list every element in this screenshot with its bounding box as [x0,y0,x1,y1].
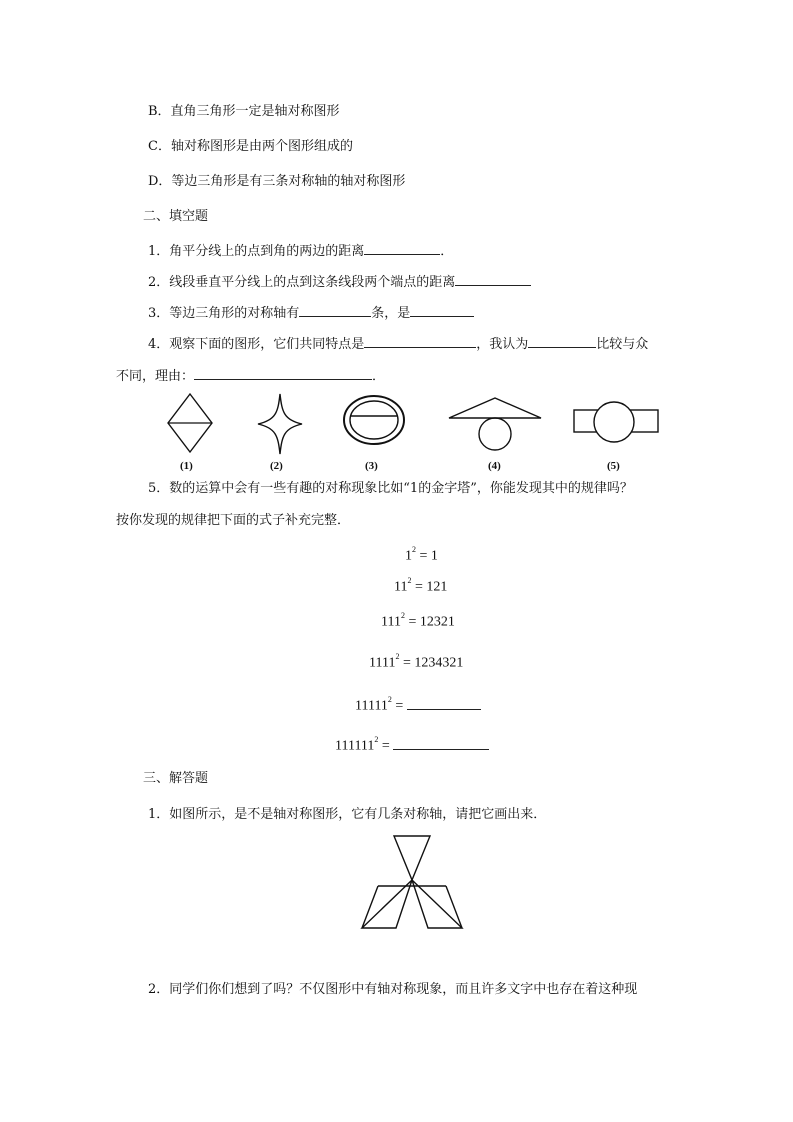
option-d: D．等边三角形是有三条对称轴的轴对称图形 [148,174,406,189]
equation-result: = 121 [414,579,448,595]
fill-question-5-line1: 5．数的运算中会有一些有趣的对称现象比如“1的金字塔”，你能发现其中的规律吗？ [148,481,633,496]
equation-1 [405,544,438,565]
equation-exponent: 2 [387,695,392,704]
equation-result: = 1234321 [402,655,464,671]
equation-exponent: 2 [400,611,405,620]
equation-2 [394,575,447,596]
figure-4-label: (4) [488,460,501,472]
equation-base: 11 [394,579,408,595]
fill-question-4 [148,335,648,353]
equation-result: = [381,738,390,754]
section-heading-fill-blank: 二、填空题 [143,209,209,224]
answer-blank[interactable] [528,335,596,348]
figure-1-label: (1) [180,460,193,472]
fill-question-2-text: 2．线段垂直平分线上的点到这条线段两个端点的距离 [148,275,456,290]
equation-5 [355,694,481,715]
figure-2-star [254,392,306,456]
equation-exponent: 2 [407,576,412,585]
fill-question-1-end: ． [440,244,454,259]
equation-6 [335,734,489,755]
fill-question-4-line2: 不同，理由： [116,369,195,384]
figure-4-triangle-circle [447,394,543,456]
section-heading-answer: 三、解答题 [143,771,209,786]
equation-result: = 12321 [408,614,455,630]
fill-question-4-mid: ，我认为 [476,337,529,352]
answer-blank[interactable] [194,367,372,380]
equation-base: 11111 [355,698,388,714]
answer-blank[interactable] [410,304,474,317]
answer-blank[interactable] [364,242,440,255]
fill-question-1-text: 1．角平分线上的点到角的两边的距离 [148,244,365,259]
fill-question-1 [148,242,453,260]
figure-5-label: (5) [607,460,620,472]
answer-question-2: 2．同学们你们想到了吗？不仅图形中有轴对称现象，而且许多文字中也存在着这种现 [148,982,638,997]
fill-question-4-pre: 4．观察下面的图形，它们共同特点是 [148,337,365,352]
equation-4 [369,651,463,672]
figure-1-rhombus [164,392,216,456]
fill-question-2 [148,273,531,291]
fill-question-3-pre: 3．等边三角形的对称轴有 [148,306,300,321]
equation-answer-blank[interactable] [407,697,481,710]
equation-base: 111111 [335,738,375,754]
fill-question-4-line2-end: ． [372,369,386,384]
fill-question-3-mid: 条，是 [371,306,411,321]
answer-blank[interactable] [455,273,531,286]
equation-base: 1 [405,548,412,564]
fill-question-4-post: 比较与众 [596,337,649,352]
equation-result: = 1 [419,548,438,564]
equation-base: 1111 [369,655,396,671]
fill-question-3 [148,304,474,322]
equation-exponent: 2 [395,652,400,661]
answer-question-1: 1．如图所示，是不是轴对称图形，它有几条对称轴，请把它画出来． [148,807,547,822]
figure-3-ellipse [341,392,407,452]
equation-result: = [395,698,404,714]
equation-3 [381,610,455,631]
fill-question-4-continued [116,367,385,385]
option-c: C．轴对称图形是由两个图形组成的 [148,139,353,154]
figure-2-label: (2) [270,460,283,472]
equation-exponent: 2 [412,545,416,554]
figure-5-rect-circle [572,400,660,450]
fill-question-5-line2: 按你发现的规律把下面的式子补充完整． [116,513,351,528]
option-b: B．直角三角形一定是轴对称图形 [148,104,340,119]
answer-blank[interactable] [364,335,476,348]
answer-blank[interactable] [299,304,371,317]
figure-3-label: (3) [365,460,378,472]
equation-base: 111 [381,614,401,630]
equation-exponent: 2 [374,735,379,744]
three-triangles-figure [358,834,468,934]
equation-answer-blank[interactable] [393,737,489,750]
